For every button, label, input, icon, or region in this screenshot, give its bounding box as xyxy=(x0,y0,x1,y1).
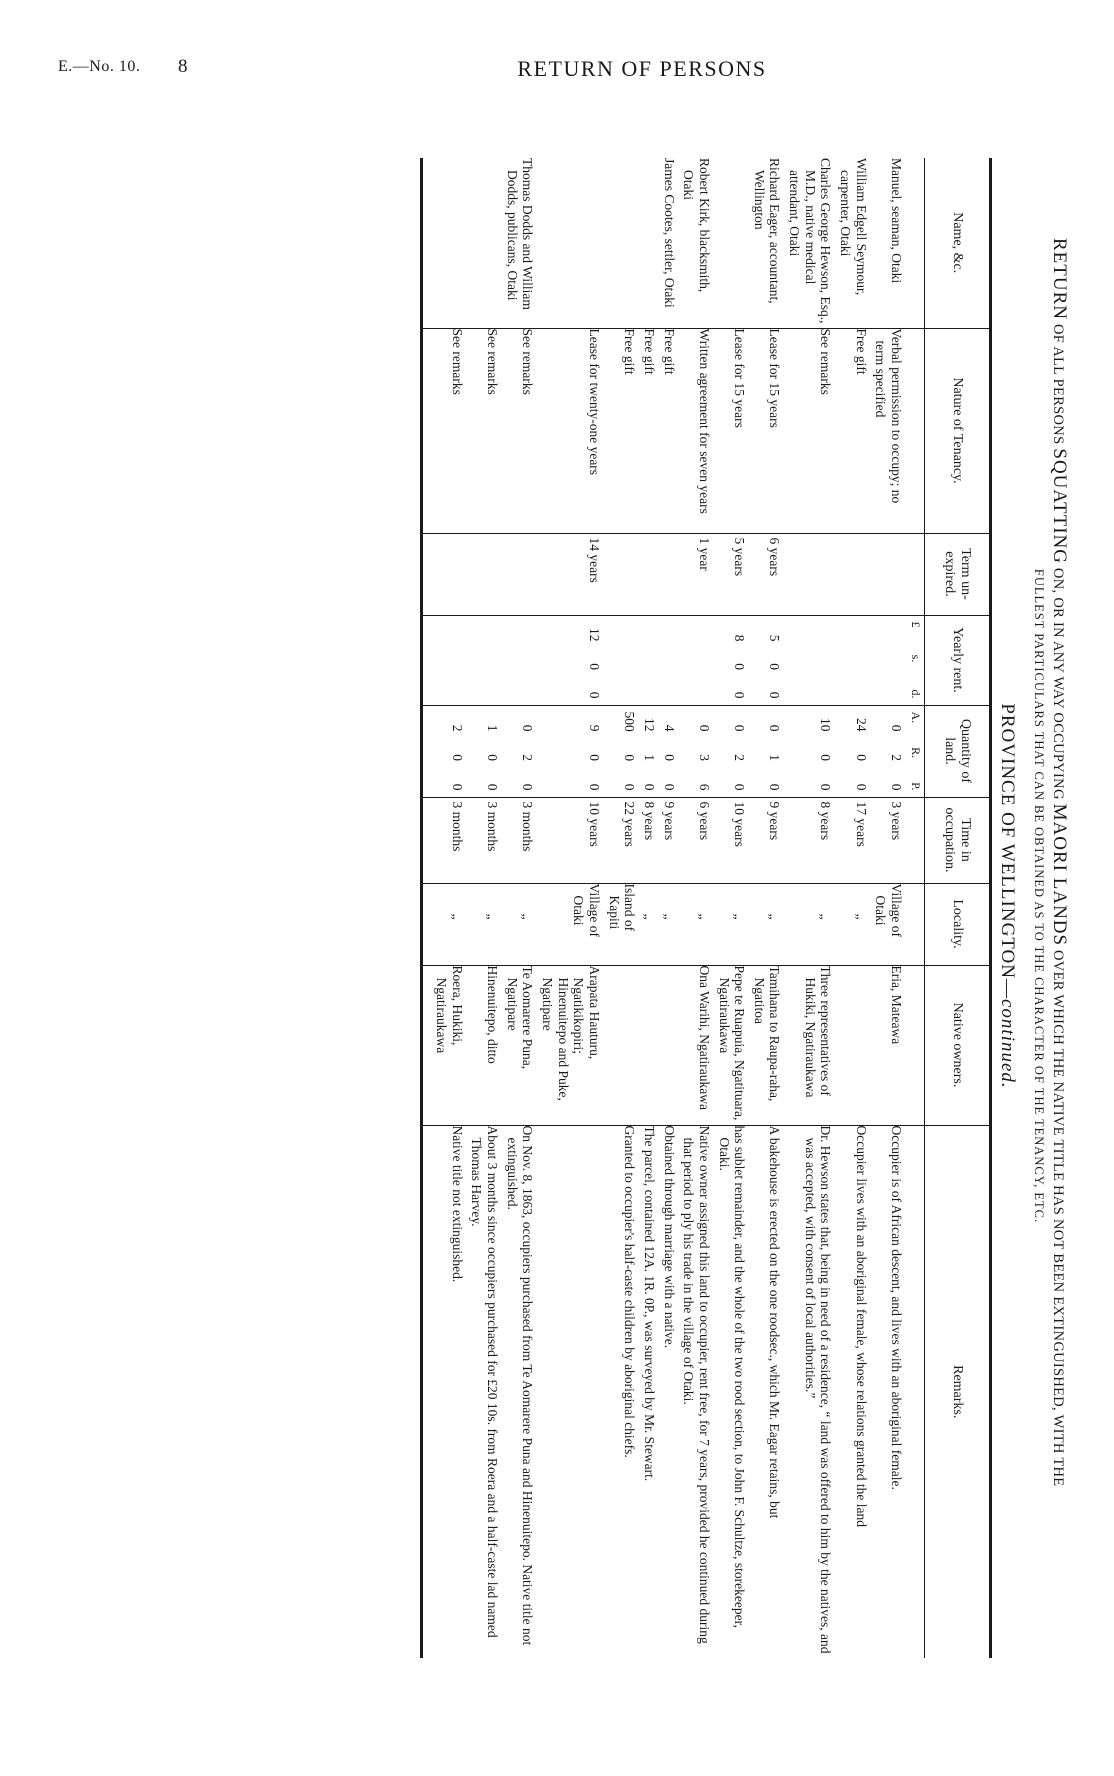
header-nature: Nature of Tenancy. xyxy=(925,328,991,533)
title-part-e: OVER WHICH THE NATIVE TITLE HAS NOT BEEN EXTINGUISHED, WITH THE xyxy=(1050,950,1066,1487)
cell-locality: Village of Otaki xyxy=(871,883,906,965)
cell-locality: „ xyxy=(467,883,502,965)
cell-rent xyxy=(537,615,604,705)
cell-rent xyxy=(785,615,836,705)
cell-qty-part: 0 xyxy=(696,724,712,732)
cell-qty-part: 0 xyxy=(767,783,783,791)
cell-name xyxy=(422,158,467,328)
cell-qty-part: 0 xyxy=(853,783,869,791)
table-row xyxy=(785,158,836,1658)
cell-remarks: Native owner assigned this land to occupier, rent free, for 7 years, provided he continued during that period to ply his trade in the village of Otaki. xyxy=(679,1125,714,1658)
cell-qty xyxy=(749,705,784,797)
cell-qty xyxy=(785,705,836,797)
cell-remarks: On Nov. 8, 1863, occupiers purchased from Te Aomarere Puna and Hinenuitepo. Native title not extinguished. xyxy=(502,1125,537,1658)
cell-qty-part: 12 xyxy=(641,718,657,732)
table-row xyxy=(467,158,502,1658)
cell-locality: „ xyxy=(502,883,537,965)
cell-rent-part: 5 xyxy=(767,634,783,642)
unit-pence: d. xyxy=(909,689,923,699)
cell-rent-part: 0 xyxy=(767,663,783,670)
rotated-table-page xyxy=(170,118,1070,1674)
cell-remarks: Obtained through marriage with a native. xyxy=(659,1125,679,1658)
cell-name: James Cootes, settler, Otaki xyxy=(661,158,677,308)
cell-locality: „ xyxy=(639,883,659,965)
cell-time: 10 years xyxy=(537,797,604,883)
cell-qty-part: 0 xyxy=(485,783,500,791)
cell-term xyxy=(604,533,639,615)
cell-name xyxy=(467,158,502,328)
cell-time: 3 years xyxy=(871,797,906,883)
cell-qty-part: 0 xyxy=(586,754,602,761)
cell-qty xyxy=(871,705,906,797)
cell-owners: Ona Warihi, Ngatiraukawa xyxy=(679,965,714,1125)
cell-qty-part: 0 xyxy=(889,724,905,732)
cell-qty-part: 0 xyxy=(520,724,536,732)
cell-qty-part: 9 xyxy=(586,724,602,732)
cell-locality: „ xyxy=(679,883,714,965)
cell-rent xyxy=(679,615,714,705)
cell-owners: Eria, Mateawa xyxy=(871,965,906,1125)
cell-time: 22 years xyxy=(604,797,639,883)
cell-qty-part: 0 xyxy=(641,783,657,791)
cell-time: 6 years xyxy=(679,797,714,883)
cell-name: Robert Kirk, blacksmith, Otaki xyxy=(681,158,712,293)
header-owners: Native owners. xyxy=(925,965,991,1125)
cell-locality: Village of Otaki xyxy=(537,883,604,965)
cell-qty-part: 0 xyxy=(661,783,677,791)
cell-rent xyxy=(604,615,639,705)
cell-name: Thomas Dodds and William Dodds, publicans, Otaki xyxy=(504,158,536,310)
header-time: Time in occupation. xyxy=(925,797,991,883)
cell-remarks: Dr. Hewson states that, being in need of a residence, “ land was offered to him by the natives, and was accepted, with consent of local authorities.” xyxy=(785,1125,836,1658)
table-body xyxy=(422,158,925,1658)
cell-nature: Lease for 15 years xyxy=(714,328,749,533)
header-rent xyxy=(925,615,991,705)
header-rent-label: Yearly rent. xyxy=(950,627,966,693)
cell-name xyxy=(714,158,749,328)
cell-nature: See remarks xyxy=(785,328,836,533)
cell-name: Charles George Hewson, Esq., M.D., native medical attendant, Otaki xyxy=(787,158,834,324)
cell-qty-part: 0 xyxy=(622,754,638,762)
cell-rent xyxy=(749,615,784,705)
title-part-a: OF ALL PERSONS xyxy=(1050,323,1066,445)
cell-qty-part: 2 xyxy=(889,754,905,761)
table-row xyxy=(749,158,784,1658)
cell-locality: Island of Kapiti xyxy=(604,883,639,965)
cell-rent-part: 0 xyxy=(732,691,748,699)
cell-owners: Te Aomarere Puna, Ngatipare xyxy=(502,965,537,1125)
cell-nature: Free gift xyxy=(604,328,639,533)
cell-qty xyxy=(467,705,502,797)
cell-rent-part: 0 xyxy=(586,663,602,670)
cell-qty xyxy=(639,705,659,797)
cell-remarks: Native title not extinguished. xyxy=(422,1125,467,1658)
cell-name: William Edgell Seymour, carpenter, Otaki xyxy=(838,158,869,296)
cell-qty-part: 0 xyxy=(767,724,783,732)
cell-term: 5 years xyxy=(714,533,749,615)
cell-qty xyxy=(422,705,467,797)
cell-rent-part: 8 xyxy=(732,634,748,642)
cell-rent-part: 0 xyxy=(767,691,783,699)
cell-qty-part: 6 xyxy=(696,783,712,791)
cell-nature: Free gift xyxy=(835,328,870,533)
province-heading xyxy=(996,118,1018,1674)
cell-qty-part: 0 xyxy=(732,783,748,791)
cell-rent-part: 0 xyxy=(586,691,602,699)
cell-term: 1 year xyxy=(679,533,714,615)
cell-nature: Lease for twenty-one years xyxy=(537,328,604,533)
table-row xyxy=(604,158,639,1658)
cell-nature: See remarks xyxy=(467,328,502,533)
cell-name: Manuel, seaman, Otaki xyxy=(889,158,905,284)
table-row xyxy=(422,158,467,1658)
unit-perches: P. xyxy=(909,782,923,791)
qty-units xyxy=(906,705,924,797)
cell-time: 9 years xyxy=(659,797,679,883)
cell-locality: „ xyxy=(785,883,836,965)
cell-qty-part: 0 xyxy=(449,754,465,761)
return-subtitle: FULLEST PARTICULARS THAT CAN BE OBTAINED AS TO THE CHARACTER OF THE TENANCY, ETC. xyxy=(1032,568,1046,1224)
table-row xyxy=(502,158,537,1658)
cell-qty xyxy=(679,705,714,797)
return-table xyxy=(420,158,992,1658)
cell-qty-part: 1 xyxy=(641,754,657,761)
table-row xyxy=(639,158,659,1658)
cell-name xyxy=(537,158,604,328)
cell-locality: „ xyxy=(422,883,467,965)
table-row xyxy=(537,158,604,1658)
cell-locality: „ xyxy=(835,883,870,965)
cell-nature: Written agreement for seven years xyxy=(679,328,714,533)
cell-time: 8 years xyxy=(785,797,836,883)
units-row xyxy=(906,158,924,1658)
cell-qty-part: 0 xyxy=(622,783,638,791)
cell-remarks: About 3 months since occupiers purchased for £20 10s. from Roera and a half-caste lad named Thomas Harvey. xyxy=(467,1125,502,1658)
cell-rent xyxy=(659,615,679,705)
table-header-row xyxy=(925,158,991,1658)
cell-qty-part: 0 xyxy=(485,754,500,761)
header-qty xyxy=(925,705,991,797)
province-continued: continued. xyxy=(997,999,1018,1089)
cell-rent xyxy=(871,615,906,705)
table-row xyxy=(714,158,749,1658)
cell-term xyxy=(835,533,870,615)
cell-term xyxy=(467,533,502,615)
cell-owners xyxy=(835,965,870,1125)
cell-locality: „ xyxy=(659,883,679,965)
cell-rent xyxy=(639,615,659,705)
cell-nature: See remarks xyxy=(422,328,467,533)
cell-qty-part: 1 xyxy=(485,724,500,732)
table-row xyxy=(679,158,714,1658)
table-row xyxy=(871,158,906,1658)
cell-owners: Tamihana to Raupa-raha, Ngatitoa xyxy=(749,965,784,1125)
header-remarks: Remarks. xyxy=(925,1125,991,1658)
document-reference: E.—No. 10. xyxy=(58,58,141,75)
unit-shillings: s. xyxy=(909,654,923,663)
cell-term: 6 years xyxy=(749,533,784,615)
cell-remarks: Occupier lives with an aboriginal female, whose relations granted the land xyxy=(835,1125,870,1658)
table-row xyxy=(659,158,679,1658)
cell-time: 3 months xyxy=(422,797,467,883)
cell-qty-part: 0 xyxy=(889,783,905,791)
cell-rent-part: 0 xyxy=(732,663,748,670)
cell-qty-part: 1 xyxy=(767,754,783,761)
title-part-c: ON, OR IN ANY WAY OCCUPYING xyxy=(1050,567,1066,800)
rent-units xyxy=(906,615,924,705)
running-head: RETURN OF PERSONS xyxy=(517,56,767,81)
cell-time: 3 months xyxy=(502,797,537,883)
cell-qty-part: 2 xyxy=(732,754,748,761)
cell-nature: Verbal permission to occupy; no term specified xyxy=(871,328,906,533)
unit-roods: R. xyxy=(909,747,923,759)
cell-owners xyxy=(659,965,679,1125)
cell-name: Richard Eager, accountant, Wellington xyxy=(751,158,783,304)
cell-qty-part: 0 xyxy=(661,754,677,761)
cell-rent xyxy=(422,615,467,705)
cell-rent-part: 12 xyxy=(586,628,602,642)
cell-time: 3 months xyxy=(467,797,502,883)
title-part-d: MAORI LANDS xyxy=(1049,803,1070,947)
cell-time: 10 years xyxy=(714,797,749,883)
cell-remarks: has sublet remainder, and the whole of the two rood section, to John F. Schultze, storekeeper, Otaki. xyxy=(714,1125,749,1658)
cell-remarks: Occupier is of African descent, and lives with an aboriginal female. xyxy=(871,1125,906,1658)
cell-owners xyxy=(639,965,659,1125)
cell-term xyxy=(422,533,467,615)
cell-owners: Arapata Hauturu, Ngatikikopiri; Hinenuitepo and Puke, Ngatipare xyxy=(537,965,604,1125)
cell-qty-part: 0 xyxy=(732,724,748,732)
cell-remarks xyxy=(537,1125,604,1658)
cell-qty xyxy=(537,705,604,797)
page-header xyxy=(0,0,1114,110)
cell-term xyxy=(785,533,836,615)
unit-acres: A. xyxy=(909,711,923,724)
cell-owners: Three representatives of Hukiki, Ngatiraukawa xyxy=(785,965,836,1125)
cell-qty-part: 0 xyxy=(818,783,834,791)
cell-nature: See remarks xyxy=(502,328,537,533)
cell-qty-part: 0 xyxy=(586,783,602,791)
cell-qty-part: 2 xyxy=(449,724,465,732)
cell-qty-part: 500 xyxy=(622,711,638,732)
province-name: PROVINCE OF WELLINGTON— xyxy=(997,703,1018,999)
cell-qty xyxy=(835,705,870,797)
return-table-wrapper xyxy=(420,158,992,1658)
cell-locality: „ xyxy=(714,883,749,965)
return-title xyxy=(1048,118,1070,1674)
cell-term xyxy=(502,533,537,615)
cell-qty-part: 4 xyxy=(661,724,677,732)
cell-term: 14 years xyxy=(537,533,604,615)
header-name: Name, &c. xyxy=(925,158,991,328)
cell-owners: Hinenuitepo, ditto xyxy=(467,965,502,1125)
title-lead: RETURN xyxy=(1049,238,1070,320)
cell-nature: Lease for 15 years xyxy=(749,328,784,533)
cell-time: 9 years xyxy=(749,797,784,883)
cell-qty-part: 0 xyxy=(520,783,536,791)
header-locality: Locality. xyxy=(925,883,991,965)
cell-time: 8 years xyxy=(639,797,659,883)
cell-nature: Free gift xyxy=(659,328,679,533)
unit-pounds: £ xyxy=(909,621,923,628)
header-qty-label: Quantity of land. xyxy=(942,718,974,784)
cell-rent xyxy=(467,615,502,705)
cell-qty xyxy=(604,705,639,797)
cell-remarks: The parcel, contained 12A. 1R. 0P., was surveyed by Mr. Stewart. xyxy=(639,1125,659,1658)
cell-qty xyxy=(659,705,679,797)
cell-rent xyxy=(714,615,749,705)
header-term: Term un-expired. xyxy=(925,533,991,615)
cell-qty xyxy=(714,705,749,797)
cell-time: 17 years xyxy=(835,797,870,883)
cell-rent xyxy=(502,615,537,705)
cell-owners: Roera, Hukiki, Ngatiraukawa xyxy=(422,965,467,1125)
cell-locality: „ xyxy=(749,883,784,965)
cell-name xyxy=(604,158,639,328)
cell-qty-part: 0 xyxy=(818,754,834,761)
cell-rent xyxy=(835,615,870,705)
cell-qty xyxy=(502,705,537,797)
cell-owners: Pepe te Ruapuia, Ngatituara, Ngatiraukawa xyxy=(714,965,749,1125)
table-row xyxy=(835,158,870,1658)
cell-term xyxy=(639,533,659,615)
cell-nature: Free gift xyxy=(639,328,659,533)
cell-qty-part: 3 xyxy=(696,754,712,761)
cell-qty-part: 2 xyxy=(520,754,536,761)
page-number: 8 xyxy=(178,56,188,77)
cell-term xyxy=(871,533,906,615)
cell-owners xyxy=(604,965,639,1125)
cell-qty-part: 0 xyxy=(853,754,869,761)
cell-term xyxy=(659,533,679,615)
title-part-b: SQUATTING xyxy=(1049,448,1070,564)
cell-qty-part: 24 xyxy=(853,718,869,732)
cell-name xyxy=(639,158,659,328)
cell-qty-part: 10 xyxy=(818,718,834,732)
cell-remarks: A bakehouse is erected on the one roodsec., which Mr. Eagar retains, but xyxy=(749,1125,784,1658)
cell-remarks: Granted to occupier's half-caste children by aboriginal chiefs. xyxy=(604,1125,639,1658)
cell-qty-part: 0 xyxy=(449,783,465,791)
